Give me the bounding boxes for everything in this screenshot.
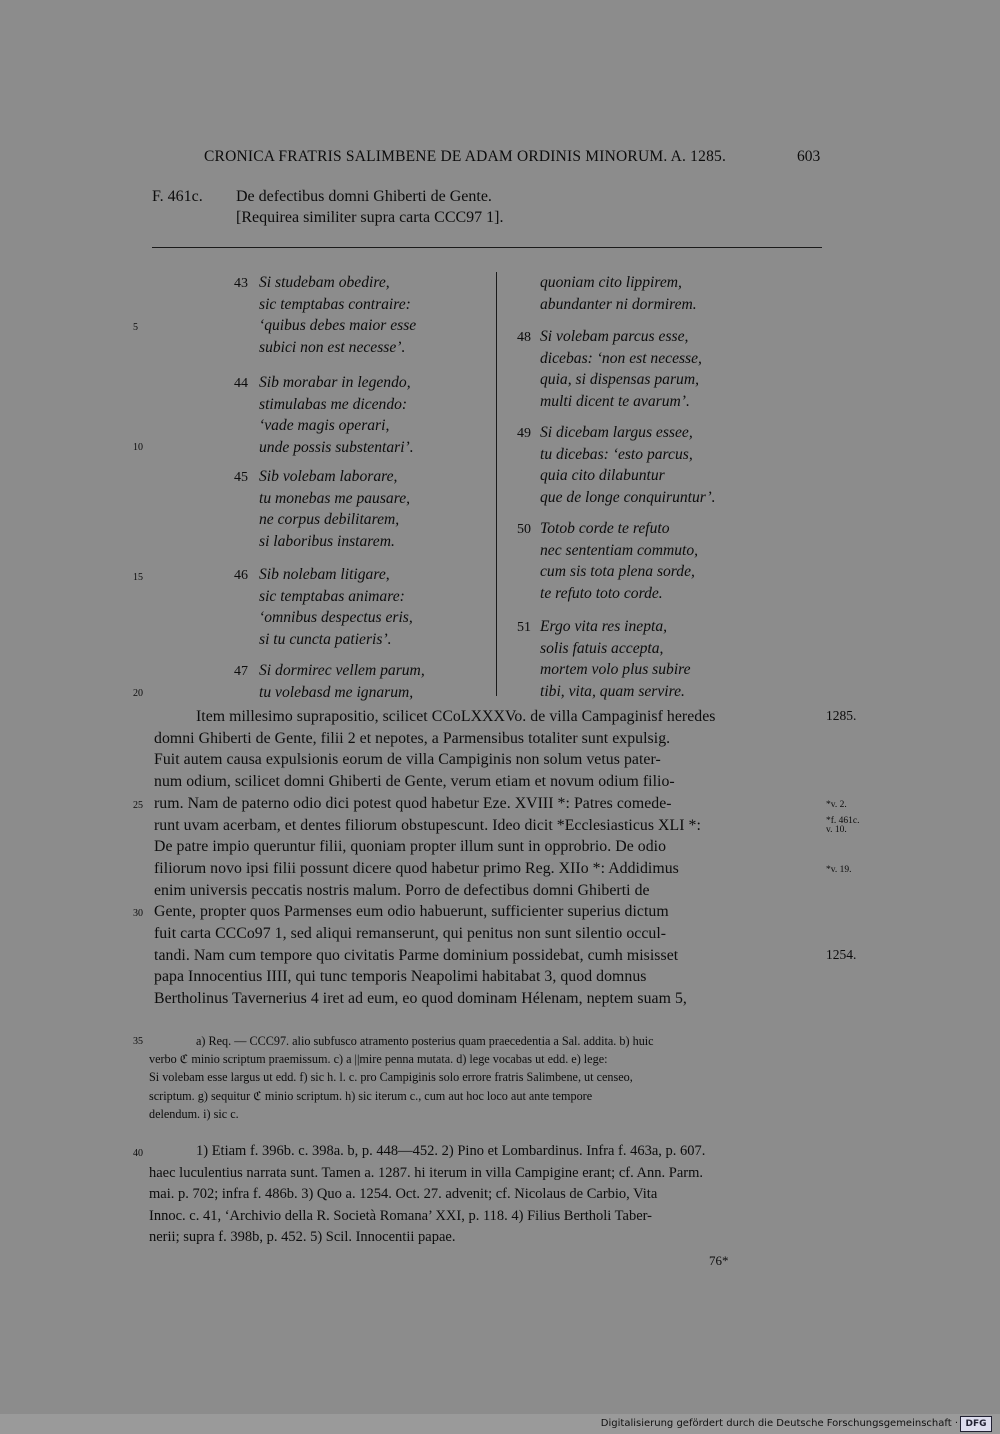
verse-line: ne corpus debilitarem, — [259, 511, 400, 529]
verse-line: ‘omnibus despectus eris, — [259, 609, 413, 627]
verse-line: tu monebas me pausare, — [259, 489, 411, 507]
prose-line: runt uvam acerbam, et dentes filiorum obstupescunt. Ideo dicit *Ecclesiasticus XLI *: — [154, 816, 701, 834]
verse-line: sic temptabas animare: — [259, 587, 405, 605]
verse-line: Ergo vita res inepta, — [540, 618, 668, 635]
running-head: CRONICA FRATRIS SALIMBENE DE ADAM ORDINIS MINORUM. A. 1285. — [204, 148, 727, 165]
prose-line: De patre impio queruntur filii, quoniam propter illum sunt in opprobrio. De odio — [154, 838, 667, 856]
footer-credit: Digitalisierung gefördert durch die Deutsche Forschungsgemeinschaft · — [600, 1418, 958, 1429]
verse-line: sic temptabas contraire: — [259, 295, 411, 313]
folio-reference: F. 461c. — [152, 188, 203, 205]
apparatus-line: Si volebam esse largus ut edd. f) sic h. l. c. pro Campiginis solo errore fratris Salimbene, ut censeo, — [149, 1070, 633, 1085]
stanza-number: 43 — [234, 276, 248, 291]
verse-line: Sib volebam laborare, — [259, 468, 398, 485]
verse-line: si tu cuncta patieris’. — [259, 630, 392, 648]
apparatus-line: scriptum. g) sequitur ℭ minio scriptum. h) sic iterum c., cum aut hoc loco aut ante tempore — [149, 1088, 593, 1103]
line-number: 30 — [133, 908, 143, 920]
stanza-number: 44 — [234, 376, 248, 391]
line-number: 35 — [133, 1036, 143, 1047]
prose-line: Item millesimo suprapositio, scilicet CCoLXXXVo. de villa Campaginisf heredes — [196, 708, 716, 725]
line-number: 25 — [133, 799, 143, 811]
line-number: 5 — [133, 322, 138, 333]
verse-line: Sib nolebam litigare, — [259, 566, 390, 583]
prose-line: enim universis peccatis nostris malum. Porro de defectibus domni Ghiberti de — [154, 881, 650, 899]
verse-line: tu dicebas: ‘esto parcus, — [540, 445, 693, 463]
signature-mark: 76* — [709, 1253, 729, 1268]
margin-reference: *v. 19. — [826, 864, 852, 875]
stanza-number: 51 — [517, 620, 531, 635]
apparatus-line: a) Req. — CCC97. alio subfusco atramento posterius quam praecedentia a Sal. addita. b) huic — [196, 1034, 654, 1048]
section-subtitle: [Requirea similiter supra carta CCC97 1]. — [236, 209, 504, 226]
page-number: 603 — [797, 148, 821, 165]
header-rule — [152, 247, 822, 248]
apparatus-line: verbo ℭ minio scriptum praemissum. c) a ||mire penna mutata. d) lege vocabas ut edd. e) lege: — [149, 1052, 608, 1067]
stanza-number: 48 — [517, 330, 531, 345]
verse-line: quia cito dilabuntur — [540, 467, 665, 485]
verse-line: cum sis tota plena sorde, — [540, 563, 695, 581]
verse-line: ‘quibus debes maior esse — [259, 317, 417, 335]
verse-line: tu volebasd me ignarum, — [259, 683, 414, 701]
stanza-number: 49 — [517, 426, 531, 441]
prose-line: Bertholinus Tavernerius 4 iret ad eum, eo quod dominam Hélenam, neptem suam 5, — [154, 990, 687, 1008]
verse-line: mortem volo plus subire — [540, 661, 691, 679]
stanza-number: 46 — [234, 568, 248, 583]
margin-reference: *v. 2. — [826, 799, 847, 810]
verse-line: Totob corde te refuto — [540, 520, 670, 537]
prose-line: tandi. Nam cum tempore quo civitatis Parme dominium possidebat, cumh misisset — [154, 946, 679, 964]
prose-line: rum. Nam de paterno odio dici potest quod habetur Eze. XVIII *: Patres comede- — [154, 794, 672, 812]
verse-line: stimulabas me dicendo: — [259, 395, 408, 413]
prose-line: filiorum novo ipsi filii possunt dicere quod habetur primo Reg. XIIo *: Addidimus — [154, 859, 679, 877]
verse-line: Si volebam parcus esse, — [540, 328, 689, 345]
verse-line: Sib morabar in legendo, — [259, 374, 411, 391]
stanza-number: 45 — [234, 470, 248, 485]
line-number: 10 — [133, 442, 143, 453]
prose-line: num odium, scilicet domni Ghiberti de Gente, verum etiam et novum odium filio- — [154, 773, 675, 791]
verse-line: Si dormirec vellem parum, — [259, 662, 425, 679]
verse-line: te refuto toto corde. — [540, 584, 663, 602]
verse-line: quoniam cito lippirem, — [540, 274, 682, 291]
verse-line: ‘vade magis operari, — [259, 417, 390, 435]
verse-line: tibi, vita, quam servire. — [540, 682, 685, 700]
line-number: 15 — [133, 572, 143, 583]
footnote-line: mai. p. 702; infra f. 486b. 3) Quo a. 1254. Oct. 27. advenit; cf. Nicolaus de Carbio, Vita — [149, 1186, 658, 1203]
verse-line: subici non est necesse’. — [259, 338, 406, 356]
footnote-line: Innoc. c. 41, ‘Archivio della R. Società Romana’ XXI, p. 118. 4) Filius Bertholi Taber- — [149, 1207, 652, 1224]
line-number: 20 — [133, 688, 143, 699]
line-number: 40 — [133, 1148, 143, 1159]
verse-line: si laboribus instarem. — [259, 532, 395, 550]
prose-line: fuit carta CCCo97 1, sed aliqui remanserunt, qui penitus non sunt silentio occul- — [154, 925, 667, 942]
verse-line: Si studebam obedire, — [259, 274, 390, 291]
footnote-line: 1) Etiam f. 396b. c. 398a. b, p. 448—452. 2) Pino et Lombardinus. Infra f. 463a, p. 607. — [196, 1143, 706, 1159]
apparatus-line: delendum. i) sic c. — [149, 1106, 239, 1121]
verse-line: abundanter ni dormirem. — [540, 295, 697, 313]
verse-line: que de longe conquiruntur’. — [540, 488, 716, 506]
stanza-number: 47 — [234, 664, 248, 679]
verse-line: multi dicent te avarum’. — [540, 392, 690, 410]
margin-year: 1285. — [826, 708, 857, 723]
column-rule — [496, 272, 497, 696]
section-title: De defectibus domni Ghiberti de Gente. — [236, 188, 492, 205]
prose-line: domni Ghiberti de Gente, filii 2 et nepotes, a Parmensibus totaliter sunt expulsig. — [154, 729, 671, 747]
verse-line: nec sententiam commuto, — [540, 541, 699, 559]
prose-line: Gente, propter quos Parmenses eum odio habuerunt, sufficienter superius dictum — [154, 903, 669, 921]
verse-line: Si dicebam largus essee, — [540, 424, 693, 441]
footnote-line: haec luculentius narrata sunt. Tamen a. 1287. hi iterum in villa Campigine erant; cf. Ann. Parm. — [149, 1164, 704, 1181]
prose-line: papa Innocentius IIII, qui tunc temporis Neapolimi habitabat 3, quod domnus — [154, 968, 647, 986]
verse-line: solis fatuis accepta, — [540, 639, 664, 657]
verse-line: dicebas: ‘non est necesse, — [540, 349, 702, 367]
stanza-number: 50 — [517, 522, 531, 537]
footnote-line: nerii; supra f. 398b, p. 452. 5) Scil. Innocentii papae. — [149, 1229, 456, 1246]
verse-line: quia, si dispensas parum, — [540, 371, 699, 389]
prose-line: Fuit autem causa expulsionis eorum de villa Campiginis non solum vetus pater- — [154, 751, 661, 769]
margin-reference: *f. 461c. v. 10. — [826, 815, 860, 835]
margin-year: 1254. — [826, 946, 857, 962]
dfg-logo: DFG — [960, 1416, 992, 1432]
verse-line: unde possis substentari’. — [259, 438, 414, 456]
